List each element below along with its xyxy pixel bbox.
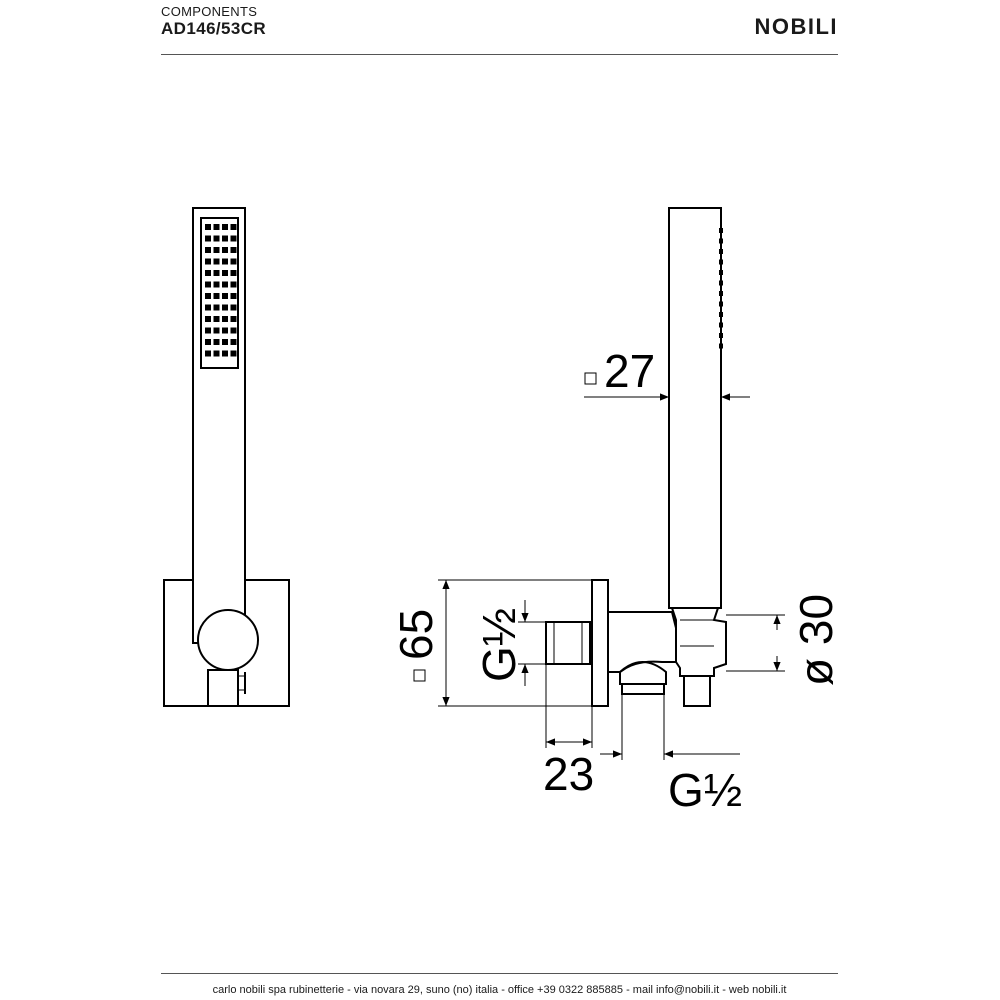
spray-nozzle [205, 305, 211, 311]
shower-holder [672, 608, 726, 676]
front-view [164, 208, 289, 706]
header-product-code: AD146/53CR [161, 19, 267, 38]
side-nozzle-bump [719, 249, 723, 254]
spray-nozzle [214, 247, 220, 253]
spray-nozzle [222, 247, 228, 253]
spray-nozzle [231, 305, 237, 311]
side-nozzle-bump [719, 239, 723, 244]
side-nozzle-bump [719, 281, 723, 286]
hose-connector-side [684, 676, 710, 706]
hand-shower-body-side [669, 208, 721, 608]
spray-nozzle [214, 224, 220, 230]
spray-nozzle [205, 339, 211, 345]
spray-nozzle [231, 270, 237, 276]
square-symbol-27 [585, 373, 596, 384]
side-nozzle-bump [719, 344, 723, 349]
spray-nozzle [222, 328, 228, 334]
spray-nozzle [231, 339, 237, 345]
header-category: COMPONENTS [161, 4, 258, 19]
spray-nozzle [205, 259, 211, 265]
dim-label-65: 65 [390, 608, 442, 660]
side-nozzle-bump [719, 312, 723, 317]
spray-nozzle [231, 247, 237, 253]
side-nozzle-bump [719, 291, 723, 296]
hose-outlet-dome [620, 662, 666, 684]
spray-nozzle [222, 236, 228, 242]
brand-logo: NOBILI [754, 14, 838, 39]
hose-connector-front [208, 670, 238, 706]
spray-nozzle [214, 316, 220, 322]
wall-plate-side [592, 580, 608, 706]
side-nozzle-bump [719, 302, 723, 307]
spray-nozzle [231, 259, 237, 265]
footer-contact: carlo nobili spa rubinetterie - via novara 29, suno (no) italia - office +39 0322 885885 - mail info@nobili.it - web nobili.it [212, 984, 787, 996]
spray-nozzle [231, 328, 237, 334]
side-view [390, 208, 842, 816]
spray-nozzle [222, 270, 228, 276]
side-nozzle-bump [719, 260, 723, 265]
dim-label-thread-inlet: G½ [473, 607, 525, 682]
side-nozzle-bump [719, 333, 723, 338]
dim-label-23: 23 [543, 748, 595, 800]
spray-nozzle [205, 316, 211, 322]
spray-nozzle [214, 328, 220, 334]
holder-knob-front [198, 610, 258, 670]
side-nozzle-bump [719, 270, 723, 275]
spray-nozzle [222, 224, 228, 230]
spray-nozzle [222, 282, 228, 288]
spray-nozzle [214, 305, 220, 311]
spray-nozzle [222, 259, 228, 265]
square-symbol-65 [414, 670, 425, 681]
spray-nozzle [231, 293, 237, 299]
spray-nozzle [205, 236, 211, 242]
spray-nozzle [222, 339, 228, 345]
spray-nozzle [222, 351, 228, 357]
side-nozzle-bump [719, 228, 723, 233]
spray-nozzle [214, 259, 220, 265]
spray-nozzle [231, 351, 237, 357]
spray-nozzle [205, 351, 211, 357]
dim-label-thread-outlet: G½ [668, 764, 743, 816]
dim-label-27: 27 [604, 345, 656, 397]
spray-nozzle [205, 224, 211, 230]
spray-nozzle [222, 293, 228, 299]
spray-nozzle [214, 351, 220, 357]
spray-nozzle [214, 270, 220, 276]
spray-nozzle [214, 293, 220, 299]
spray-nozzle [214, 282, 220, 288]
spray-nozzle [231, 316, 237, 322]
spray-nozzle [231, 236, 237, 242]
spray-nozzle [222, 316, 228, 322]
spray-nozzle [222, 305, 228, 311]
spray-nozzle [205, 270, 211, 276]
spray-nozzle [205, 247, 211, 253]
spray-nozzle [231, 282, 237, 288]
footer-rule [161, 973, 838, 974]
spray-nozzle [214, 236, 220, 242]
threaded-inlet [546, 622, 590, 664]
hose-outlet-nut [622, 684, 664, 694]
spray-nozzle [205, 328, 211, 334]
spray-nozzle [205, 282, 211, 288]
spray-nozzle [214, 339, 220, 345]
spray-nozzle [231, 224, 237, 230]
side-nozzle-bump [719, 323, 723, 328]
dim-label-diameter-30: ø 30 [790, 593, 842, 686]
spray-nozzle [205, 293, 211, 299]
